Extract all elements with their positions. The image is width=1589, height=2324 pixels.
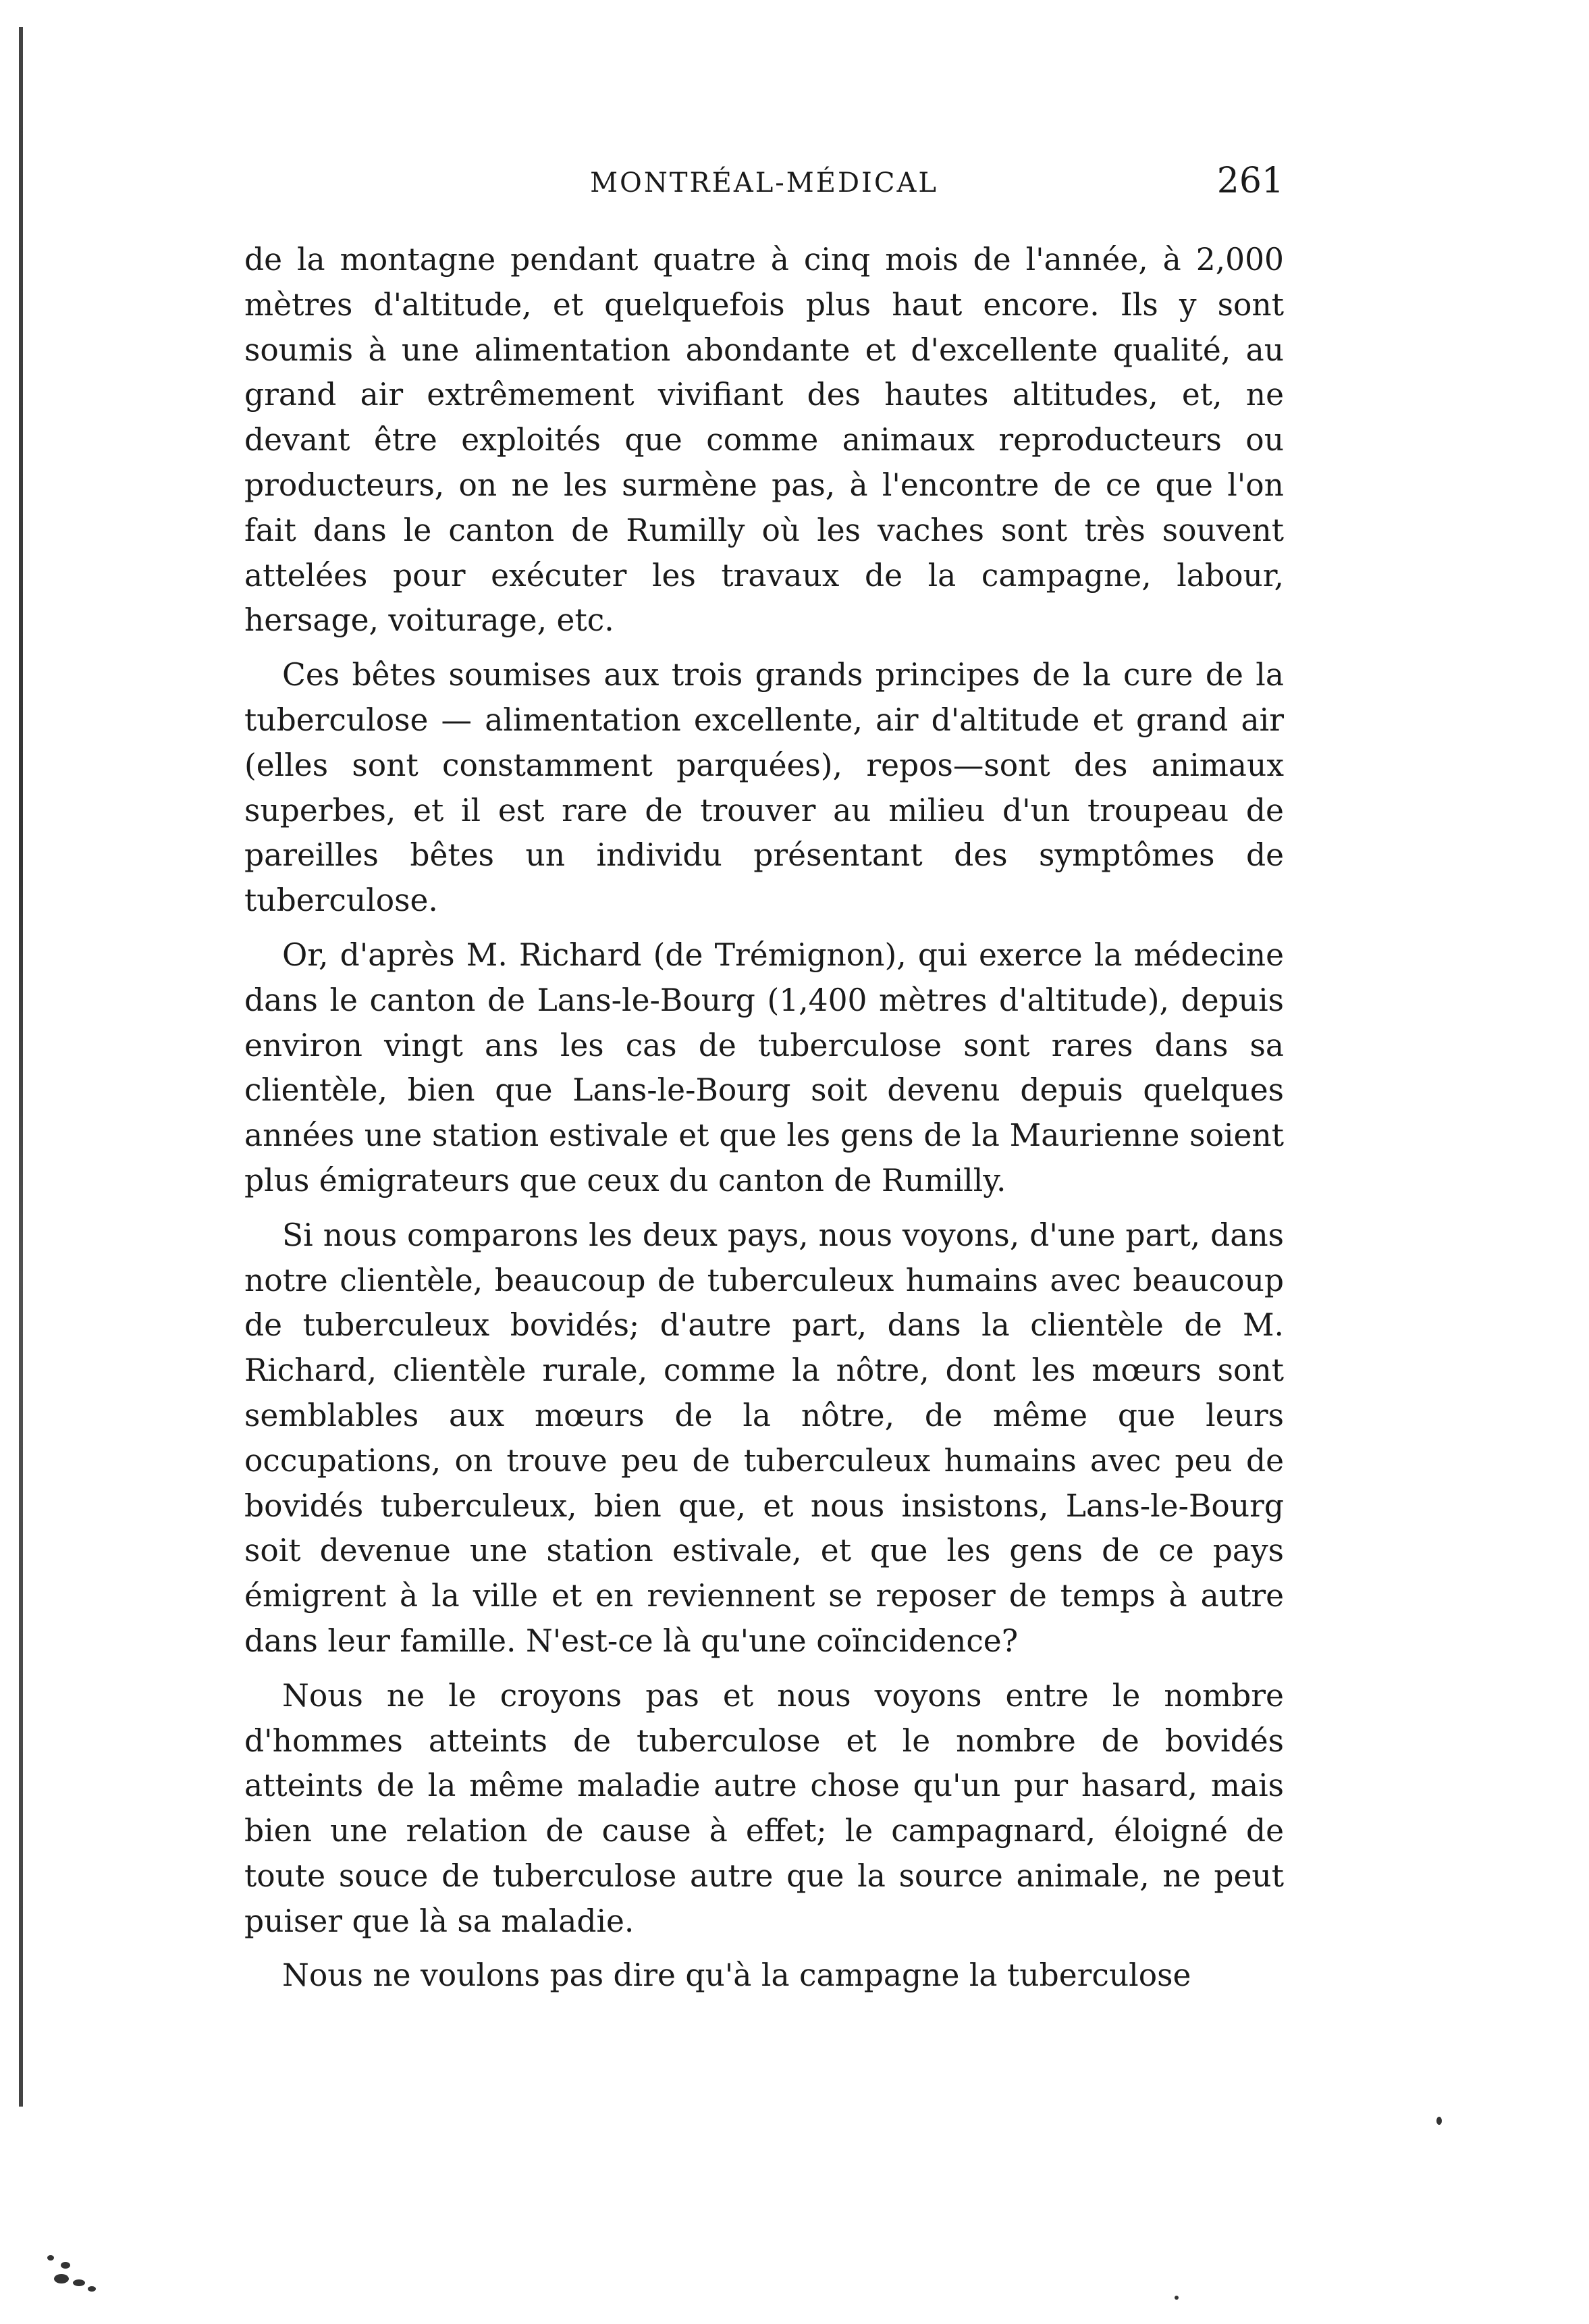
paragraph-4: Si nous comparons les deux pays, nous voyons, d'une part, dans notre clientèle, beaucoup de tuberculeux humains avec beaucoup de tuberculeux bovidés; d'autre part, dans la clientèle de M. Richard, clientèle rurale, comme la nôtre, dont les mœurs sont semblables aux mœurs de la nôtre, de même que leurs occupations, on trouve peu de tuberculeux humains avec peu de bovidés tuberculeux, bien que, et nous insistons, Lans-le-Bourg soit devenue une station estivale, et que les gens de ce pays émigrent à la ville et en reviennent se reposer de temps à autre dans leur famille. N'est-ce là qu'une coïncidence? [244, 1217, 1284, 1659]
speck [54, 2274, 69, 2283]
paragraph-3: Or, d'après M. Richard (de Trémignon), qui exerce la médecine dans le canton de Lans-le-Bourg (1,400 mètres d'altitude), depuis environ vingt ans les cas de tuberculose sont rares dans sa clientèle, bien que Lans-le-Bourg soit devenu depuis quelques années une station estivale et que les gens de la Maurienne soient plus émigrateurs que ceux du canton de Rumilly. [244, 936, 1284, 1198]
book-page [244, 149, 1284, 2008]
paragraph-5: Nous ne le croyons pas et nous voyons entre le nombre d'hommes atteints de tuberculose et le nombre de bovidés atteints de la même maladie autre chose qu'un pur hasard, mais bien une relation de cause à effet; le campagnard, éloigné de toute souce de tuberculose autre que la source animale, ne peut puiser que là sa maladie. [244, 1677, 1284, 1939]
paragraph-6: Nous ne voulons pas dire qu'à la campagne la tuberculose [282, 1957, 1191, 1994]
speck [47, 2255, 54, 2261]
speck [88, 2286, 96, 2292]
paragraph-1: de la montagne pendant quatre à cinq mois de l'année, à 2,000 mètres d'altitude, et quelquefois plus haut encore. Ils y sont soumis à une alimentation abondante et d'excellente qualité, au grand air extrêmement vivifiant des hautes altitudes, et, ne devant être exploités que comme animaux reproducteurs ou producteurs, on ne les surmène pas, à l'encontre de ce que l'on fait dans le canton de Rumilly où les vaches sont très souvent attelées pour exécuter les travaux de la campagne, labour, hersage, voiturage, etc. [244, 242, 1284, 639]
running-head [244, 149, 1284, 209]
scan-specks [41, 2154, 122, 2302]
speck [1436, 2117, 1442, 2125]
speck [1175, 2296, 1179, 2300]
body-text [244, 238, 1284, 1999]
speck [73, 2279, 85, 2286]
running-head-title: MONTRÉAL-MÉDICAL [590, 167, 938, 199]
page-binding-edge [19, 27, 23, 2107]
speck [61, 2262, 70, 2269]
page-number: 261 [1216, 161, 1284, 201]
paragraph-2: Ces bêtes soumises aux trois grands principes de la cure de la tuberculose — alimentation excellente, air d'altitude et grand air (elles sont constamment parquées), repos—sont des animaux superbes, et il est rare de trouver au milieu d'un troupeau de pareilles bêtes un individu présentant des symptômes de tuberculose. [244, 657, 1284, 919]
